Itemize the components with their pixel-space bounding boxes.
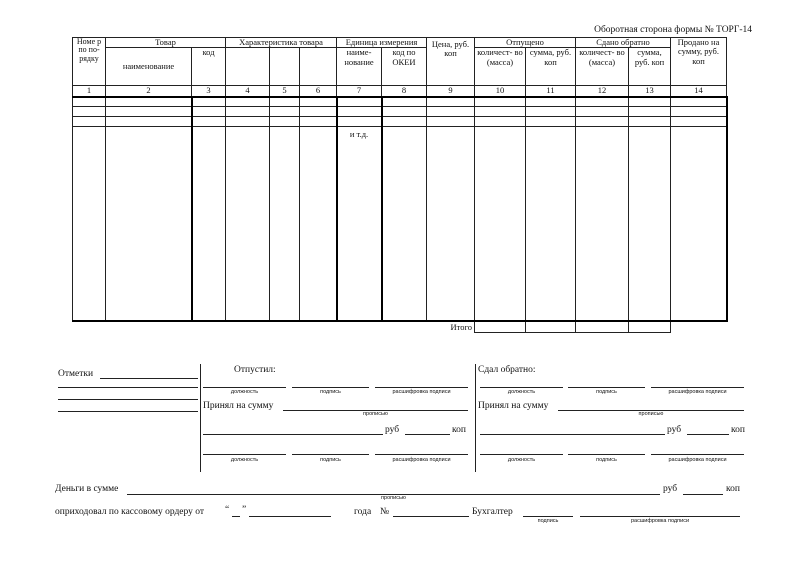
marks-label: Отметки — [58, 369, 94, 379]
accepted-sum-label: Принял на сумму — [478, 401, 549, 411]
position-caption: должность — [507, 389, 536, 395]
table-row — [73, 117, 727, 127]
header-char-2 — [270, 48, 300, 86]
col-number: 6 — [300, 86, 337, 97]
signature-caption: подпись — [596, 389, 617, 395]
etc-cell: и т.д. — [337, 127, 382, 321]
decode-line[interactable] — [375, 454, 468, 455]
returned-by-label: Сдал обратно: — [478, 365, 536, 375]
date-month-line[interactable] — [249, 516, 331, 517]
quote-close: ” — [242, 505, 247, 515]
in-words-caption: прописью — [638, 411, 664, 417]
divider — [200, 364, 201, 472]
accountant-label: Бухгалтер — [472, 507, 513, 517]
header-goods: Товар — [106, 38, 226, 48]
money-sum-label: Деньги в сумме — [55, 484, 119, 494]
sum-rub-line[interactable] — [480, 434, 665, 435]
in-words-caption: прописью — [381, 495, 406, 501]
kop-label: коп — [726, 484, 740, 494]
header-unit: Единица измерения — [337, 38, 427, 48]
col-number: 10 — [475, 86, 526, 97]
header-unit-name: наиме- нование — [337, 48, 382, 86]
total-label: Итого — [427, 321, 475, 333]
order-number-line[interactable] — [393, 516, 469, 517]
col-number: 13 — [629, 86, 671, 97]
header-released: Отпущено — [475, 38, 576, 48]
signature-line[interactable] — [292, 454, 369, 455]
accepted-sum-label: Принял на сумму — [203, 401, 274, 411]
header-returned-qty: количест- во (масса) — [576, 48, 629, 86]
marks-line[interactable] — [58, 411, 198, 412]
position-caption: должность — [230, 457, 259, 463]
sum-kop-line[interactable] — [405, 434, 450, 435]
decode-line[interactable] — [375, 387, 468, 388]
decode-caption: расшифровка подписи — [392, 457, 451, 463]
money-kop-line[interactable] — [683, 494, 723, 495]
form-title: Оборотная сторона формы № ТОРГ-14 — [594, 25, 752, 35]
decode-caption: расшифровка подписи — [392, 389, 451, 395]
header-released-qty: количест- во (масса) — [475, 48, 526, 86]
decode-line[interactable] — [651, 387, 744, 388]
signature-caption: подпись — [596, 457, 617, 463]
header-price: Цена, руб. коп — [427, 38, 475, 86]
in-words-caption: прописью — [363, 411, 388, 417]
col-number: 1 — [73, 86, 106, 97]
position-caption: должность — [507, 457, 536, 463]
position-line[interactable] — [480, 387, 563, 388]
header-char-3 — [300, 48, 337, 86]
position-caption: должность — [230, 389, 259, 395]
col-number: 7 — [337, 86, 382, 97]
goods-table — [72, 37, 728, 333]
accountant-signature-line[interactable] — [523, 516, 573, 517]
marks-line[interactable] — [58, 387, 198, 388]
marks-line[interactable] — [100, 378, 198, 379]
col-number: 9 — [427, 86, 475, 97]
rub-label: руб — [667, 425, 682, 435]
decode-caption: расшифровка подписи — [668, 389, 727, 395]
signature-line[interactable] — [568, 454, 645, 455]
position-line[interactable] — [203, 454, 286, 455]
decode-caption: расшифровка подписи — [630, 518, 690, 524]
rub-label: руб — [663, 484, 678, 494]
table-row — [73, 127, 727, 321]
number-sign: № — [380, 507, 390, 517]
position-line[interactable] — [480, 454, 563, 455]
quote-open: “ — [225, 505, 230, 515]
signature-caption: подпись — [320, 457, 341, 463]
signature-line[interactable] — [292, 387, 369, 388]
col-number: 12 — [576, 86, 629, 97]
marks-line[interactable] — [58, 399, 198, 400]
header-unit-okei: код по ОКЕИ — [382, 48, 427, 86]
col-number: 5 — [270, 86, 300, 97]
header-char-1 — [226, 48, 270, 86]
position-line[interactable] — [203, 387, 286, 388]
header-sold: Продано на сумму, руб. коп — [671, 38, 727, 86]
table-row — [73, 97, 727, 107]
col-number: 8 — [382, 86, 427, 97]
credited-label: оприходовал по кассовому ордеру от — [55, 507, 205, 517]
rub-label: руб — [385, 425, 400, 435]
header-goods-name: наименование — [106, 48, 192, 86]
sum-kop-line[interactable] — [687, 434, 729, 435]
signature-caption: подпись — [537, 518, 559, 524]
year-label: года — [354, 507, 372, 517]
header-goods-code: код — [192, 48, 226, 86]
table-row — [73, 107, 727, 117]
header-returned: Сдано обратно — [576, 38, 671, 48]
kop-label: коп — [452, 425, 466, 435]
col-number: 3 — [192, 86, 226, 97]
col-number: 14 — [671, 86, 727, 97]
col-number: 11 — [526, 86, 576, 97]
kop-label: коп — [731, 425, 745, 435]
accountant-decode-line[interactable] — [580, 516, 740, 517]
date-day-line[interactable] — [232, 516, 240, 517]
header-returned-sum: сумма, руб. коп — [629, 48, 671, 86]
header-characteristics: Характеристика товара — [226, 38, 337, 48]
sum-rub-line[interactable] — [203, 434, 383, 435]
decode-line[interactable] — [651, 454, 744, 455]
decode-caption: расшифровка подписи — [668, 457, 727, 463]
header-released-sum: сумма, руб. коп — [526, 48, 576, 86]
col-number: 4 — [226, 86, 270, 97]
header-row-number: Номе р по по- рядку — [73, 38, 106, 86]
column-number-row — [73, 86, 727, 97]
total-row — [73, 321, 727, 333]
col-number: 2 — [106, 86, 192, 97]
signature-caption: подпись — [320, 389, 341, 395]
divider — [475, 364, 476, 472]
released-by-label: Отпустил: — [234, 365, 276, 375]
signature-line[interactable] — [568, 387, 645, 388]
